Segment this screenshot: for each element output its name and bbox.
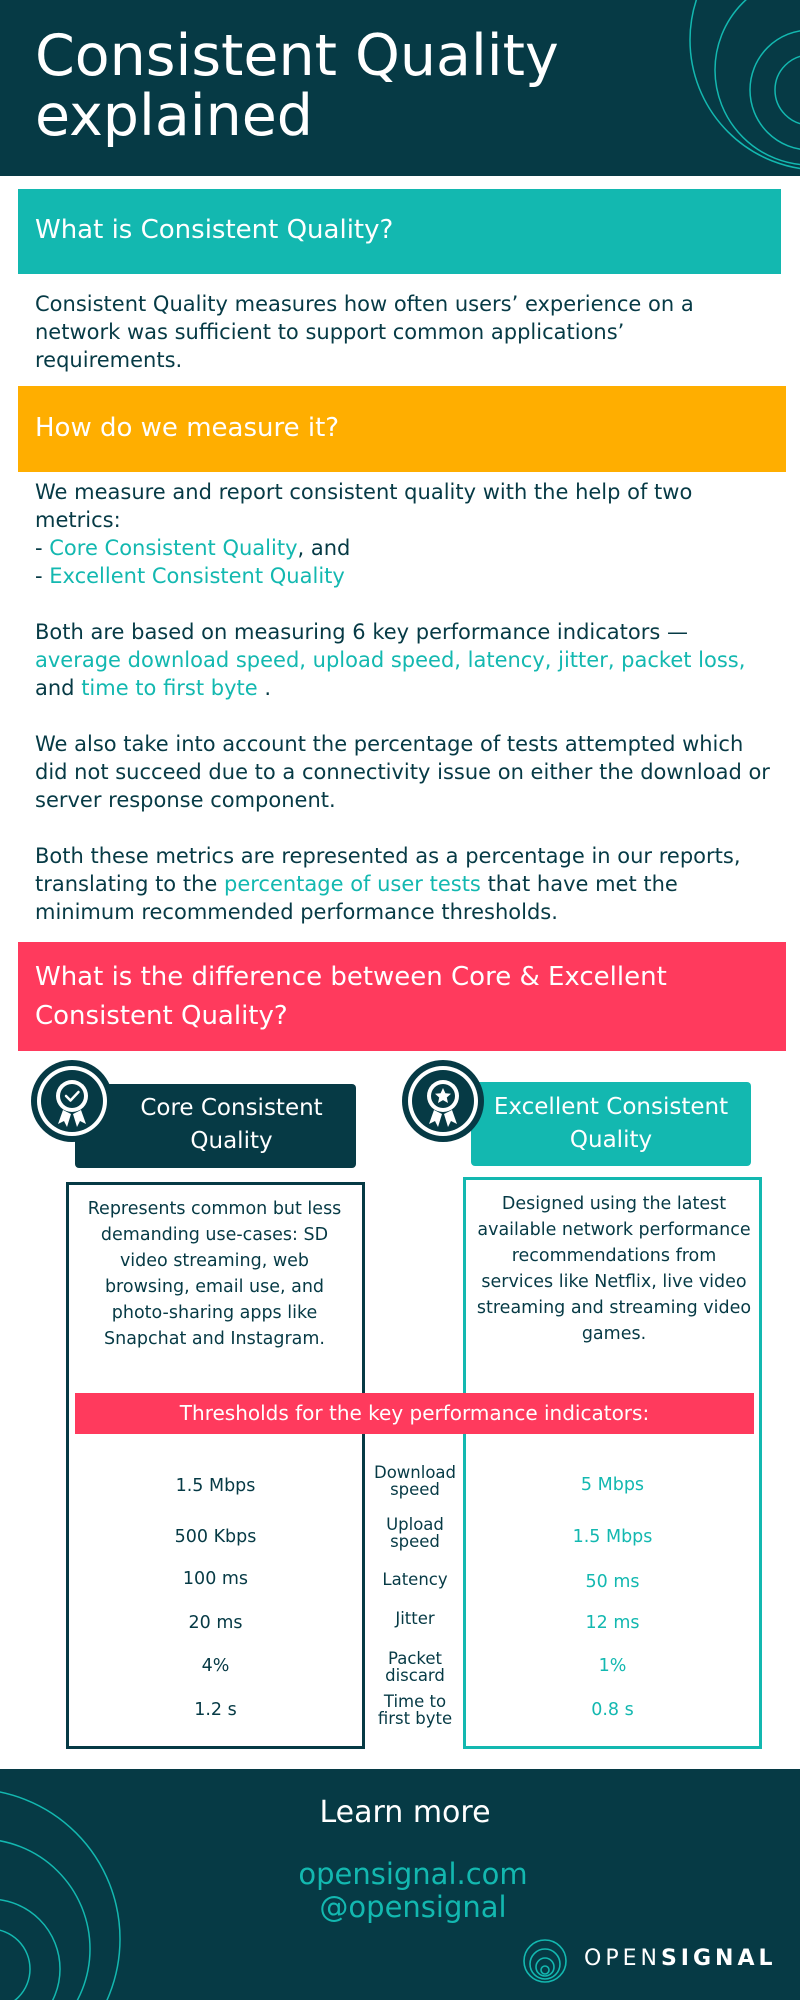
header <box>0 0 800 176</box>
measure-paragraph-2 <box>35 618 770 702</box>
core-description: Represents common but less demanding use-cases: SD video streaming, web browsing, email use, and photo-sharing apps like Snapchat and Instagram. <box>87 1199 342 1349</box>
opensignal-logo-icon <box>522 1938 568 1984</box>
excellent-description: Designed using the latest available network performance recommendations from services like Netflix, live video streaming and streaming video games. <box>476 1194 752 1344</box>
excellent-value: 12 ms <box>585 1613 640 1633</box>
excellent-title-pill <box>471 1082 751 1166</box>
kpi-last: time to first byte <box>81 676 258 700</box>
title-line-1: Consistent Quality <box>35 23 559 89</box>
kpi-end: . <box>257 676 272 700</box>
kpi-label-line1: Upload <box>386 1515 444 1534</box>
list-dash: - <box>35 536 50 560</box>
core-value: 500 Kbps <box>174 1527 257 1547</box>
logo-text-bold: SIGNAL <box>660 1946 777 1971</box>
measure-paragraph-4 <box>35 842 770 926</box>
kpi-label: Latency <box>382 1570 448 1589</box>
measure-paragraph-3: We also take into account the percentage of tests attempted which did not succeed due to a connectivity issue on either the download or server response component. <box>35 732 770 812</box>
excellent-value: 50 ms <box>585 1572 640 1592</box>
kpi-label-line1: Packet <box>388 1649 442 1668</box>
kpi-label <box>360 1464 470 1498</box>
kpi-label <box>360 1693 470 1727</box>
kpi-intro: Both are based on measuring 6 key performance indicators — <box>35 620 688 644</box>
logo-text-light: OPEN <box>584 1946 661 1971</box>
section-heading-difference <box>18 942 786 1051</box>
social-handle-link[interactable]: @opensignal <box>319 1890 507 1924</box>
core-value: 20 ms <box>188 1613 243 1633</box>
excellent-value: 1.5 Mbps <box>572 1527 653 1547</box>
core-value: 100 ms <box>182 1569 249 1589</box>
excellent-title: Excellent Consistent Quality <box>493 1094 729 1153</box>
kpi-label-line2: speed <box>390 1532 440 1551</box>
report-intro: Both these metrics are represented as a percentage in our reports, translating to the <box>35 844 741 896</box>
kpi-label <box>360 1650 470 1684</box>
excellent-value: 0.8 s <box>591 1700 634 1720</box>
report-end: that have met the minimum recommended performance thresholds. <box>35 872 678 924</box>
kpi-list: average download speed, upload speed, latency, jitter, packet loss, <box>35 648 746 672</box>
report-highlight: percentage of user tests <box>223 872 481 896</box>
kpi-and: and <box>35 676 82 700</box>
core-value: 1.2 s <box>194 1700 237 1720</box>
brand-logo-text <box>584 1946 777 1971</box>
excellent-value: 1% <box>598 1656 627 1676</box>
thresholds-heading: Thresholds for the key performance indicators: <box>75 1393 754 1434</box>
title-line-2: explained <box>35 83 313 149</box>
award-check-icon <box>29 1058 115 1144</box>
kpi-label-line2: discard <box>385 1666 445 1685</box>
list-suffix: , and <box>297 536 351 560</box>
core-title-pill <box>75 1084 356 1168</box>
section-heading-what-is <box>18 189 781 274</box>
core-value: 4% <box>201 1656 230 1676</box>
website-link[interactable]: opensignal.com <box>298 1857 528 1891</box>
core-metric-name: Core Consistent Quality <box>49 536 298 560</box>
decorative-arcs-icon <box>670 0 800 176</box>
measure-text <box>35 478 770 954</box>
excellent-metric-name: Excellent Consistent Quality <box>49 564 345 588</box>
measure-paragraph-1 <box>35 478 770 590</box>
award-star-icon <box>400 1058 486 1144</box>
kpi-label-line1: Download <box>373 1463 457 1482</box>
section-heading-text: What is Consistent Quality? <box>35 215 394 245</box>
section-heading-text: How do we measure it? <box>35 413 340 443</box>
kpi-label-line2: speed <box>390 1480 440 1499</box>
page-title <box>35 23 655 149</box>
metrics-intro: We measure and report consistent quality with the help of two metrics: <box>35 480 693 532</box>
section-heading-text: What is the difference between Core & Excellent Consistent Quality? <box>35 962 667 1031</box>
kpi-label-line1: Time to <box>383 1692 447 1711</box>
core-title: Core Consistent Quality <box>140 1095 323 1154</box>
kpi-label: Jitter <box>395 1609 435 1628</box>
excellent-value: 5 Mbps <box>580 1475 645 1495</box>
kpi-label <box>360 1516 470 1550</box>
kpi-label-line2: first byte <box>377 1709 453 1728</box>
learn-more-heading: Learn more <box>319 1795 491 1830</box>
core-value: 1.5 Mbps <box>175 1476 256 1496</box>
list-dash: - <box>35 564 50 588</box>
intro-paragraph: Consistent Quality measures how often users’ experience on a network was sufficient to support common applications’ requirements. <box>35 292 694 372</box>
section-heading-how-measure <box>18 386 786 472</box>
